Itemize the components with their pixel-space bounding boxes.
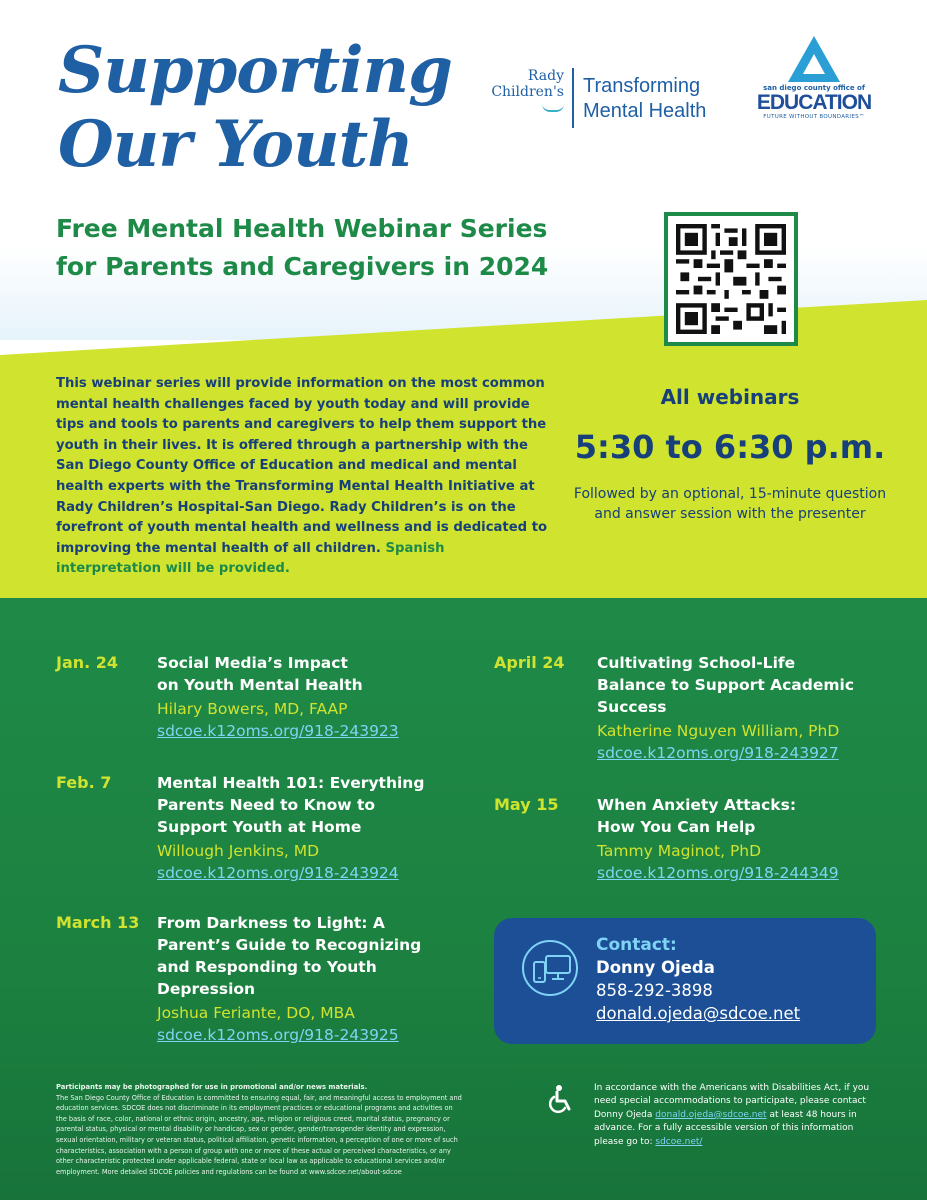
ada-notice (594, 1082, 884, 1149)
event-date: Feb. 7 (56, 773, 112, 792)
schedule-block (570, 382, 890, 524)
event-details (597, 652, 887, 764)
nondiscrimination-statement: The San Diego County Office of Education is committed to ensuring equal, fair, and meaningful access to employment and education services. SDCOE does not discriminate in its employment practices or educational programs and activities on the basis of race, color, national or ethnic origin, ancestry, age, religion or religious creed, marital status, pregnancy or parental status, physical or mental disability or handicap, sex or gender, gender/transgender identity and expression, sexual orientation, military or veteran status, political affiliation, genetic information, a perception of one or more of such characteristics, association with a person of group with one or more of these actual or perceived characteristics, or any other characteristic protected under applicable federal, state or local law as applicable to educational services and/or employment. More detailed SDCOE policies and regulations can be found at www.sdcoe.net/about-sdcoe (56, 1093, 462, 1176)
event-registration-link[interactable]: sdcoe.k12oms.org/918-243927 (597, 744, 839, 762)
event-title-line: and Responding to Youth (157, 958, 377, 976)
schedule-note: Followed by an optional, 15-minute question and answer session with the presenter (573, 486, 887, 522)
legal-fine-print (56, 1082, 462, 1177)
event-presenter: Tammy Maginot, PhD (597, 842, 762, 860)
intro-paragraph (56, 374, 548, 580)
event-presenter: Hilary Bowers, MD, FAAP (157, 700, 348, 718)
tmh-line-1: Transforming (583, 75, 701, 97)
ada-email-link[interactable]: donald.ojeda@sdcoe.net (655, 1109, 767, 1120)
event-title-line: Parents Need to Know to (157, 796, 376, 814)
spanish-interpretation-note: Spanish interpretation will be provided. (56, 540, 445, 577)
qr-code-graphic (676, 224, 786, 334)
sdcoe-logo (754, 36, 874, 120)
event-title-line: Success (597, 698, 667, 716)
wheelchair-icon (545, 1084, 575, 1114)
title-line-1: Supporting (58, 33, 452, 108)
contact-email-link[interactable]: donald.ojeda@sdcoe.net (596, 1004, 801, 1023)
sdcoe-triangle-icon (788, 36, 840, 82)
sdcoe-logo-top: san diego county office of (763, 84, 865, 92)
event-title-line: When Anxiety Attacks: (597, 796, 797, 814)
sdcoe-logo-tagline: FUTURE WITHOUT BOUNDARIES™ (763, 114, 865, 120)
ada-text-1: In accordance with the Americans with Disabilities Act, if you need special accommodations to participate, please contact Donny Ojeda (594, 1083, 870, 1120)
page-title (58, 34, 478, 182)
event-date: May 15 (494, 795, 559, 814)
event-details (157, 772, 477, 884)
event-date: Jan. 24 (56, 653, 119, 672)
intro-text: This webinar series will provide information on the most common mental health challenges faced by youth today and will provide tips and tools to parents and caregivers to help them support the youth in their lives. It is offered through a partnership with the San Diego County Office of Education and medical and mental health experts with the Transforming Mental Health Initiative at Rady Children’s Hospital-San Diego. Rady Children’s is on the forefront of youth mental health and wellness and is dedicated to improving the mental health of all children. (56, 376, 548, 556)
contact-phone[interactable]: 858-292-3898 (596, 981, 713, 1000)
event-title-line: on Youth Mental Health (157, 676, 363, 694)
rady-swoosh-icon (542, 104, 564, 112)
event-date: March 13 (56, 913, 140, 932)
event-title-line: Depression (157, 980, 256, 998)
rady-childrens-logo (484, 68, 564, 116)
event-title-line: Mental Health 101: Everything (157, 774, 425, 792)
qr-code-icon[interactable] (664, 212, 798, 346)
event-title-line: How You Can Help (597, 818, 756, 836)
event-registration-link[interactable]: sdcoe.k12oms.org/918-243925 (157, 1026, 399, 1044)
photo-notice: Participants may be photographed for use in promotional and/or news materials. (56, 1083, 368, 1091)
event-registration-link[interactable]: sdcoe.k12oms.org/918-244349 (597, 864, 839, 882)
event-title (597, 652, 887, 718)
event-presenter: Katherine Nguyen William, PhD (597, 722, 840, 740)
event-title-line: Parent’s Guide to Recognizing (157, 936, 422, 954)
transforming-mental-health-logo (583, 74, 743, 124)
ada-accessible-link[interactable]: sdcoe.net/ (655, 1136, 703, 1147)
contact-label: Contact: (596, 935, 677, 955)
contact-box (494, 918, 876, 1044)
event-details (157, 912, 477, 1046)
tmh-line-2: Mental Health (583, 100, 707, 122)
event-title-line: Balance to Support Academic (597, 676, 855, 694)
rady-logo-line-2: Children's (491, 84, 564, 100)
page-subtitle (56, 210, 646, 286)
schedule-label: All webinars (660, 385, 800, 409)
title-line-2: Our Youth (58, 107, 413, 182)
event-presenter: Willough Jenkins, MD (157, 842, 320, 860)
devices-icon-graphic (532, 954, 572, 986)
ada-text-2: at least 48 hours in advance. For a fully accessible version of this information please go to: (594, 1109, 857, 1147)
event-title (157, 652, 477, 696)
schedule-time: 5:30 to 6:30 p.m. (574, 428, 886, 466)
event-date: April 24 (494, 653, 565, 672)
event-title (157, 772, 477, 838)
event-registration-link[interactable]: sdcoe.k12oms.org/918-243924 (157, 864, 399, 882)
subtitle-line-1: Free Mental Health Webinar Series (56, 214, 548, 243)
contact-name: Donny Ojeda (596, 958, 715, 977)
rady-logo-line-1: Rady (527, 68, 564, 84)
sdcoe-logo-main: EDUCATION (756, 91, 872, 114)
event-title (597, 794, 887, 838)
subtitle-line-2: for Parents and Caregivers in 2024 (56, 252, 549, 281)
event-title-line: From Darkness to Light: A (157, 914, 385, 932)
event-registration-link[interactable]: sdcoe.k12oms.org/918-243923 (157, 722, 399, 740)
event-details (157, 652, 477, 742)
event-title-line: Social Media’s Impact (157, 654, 348, 672)
contact-details (596, 934, 866, 1025)
logo-divider (572, 68, 574, 128)
event-title (157, 912, 477, 1000)
event-title-line: Support Youth at Home (157, 818, 362, 836)
devices-icon (522, 940, 578, 996)
event-title-line: Cultivating School-Life (597, 654, 796, 672)
event-presenter: Joshua Feriante, DO, MBA (157, 1004, 355, 1022)
event-details (597, 794, 887, 884)
